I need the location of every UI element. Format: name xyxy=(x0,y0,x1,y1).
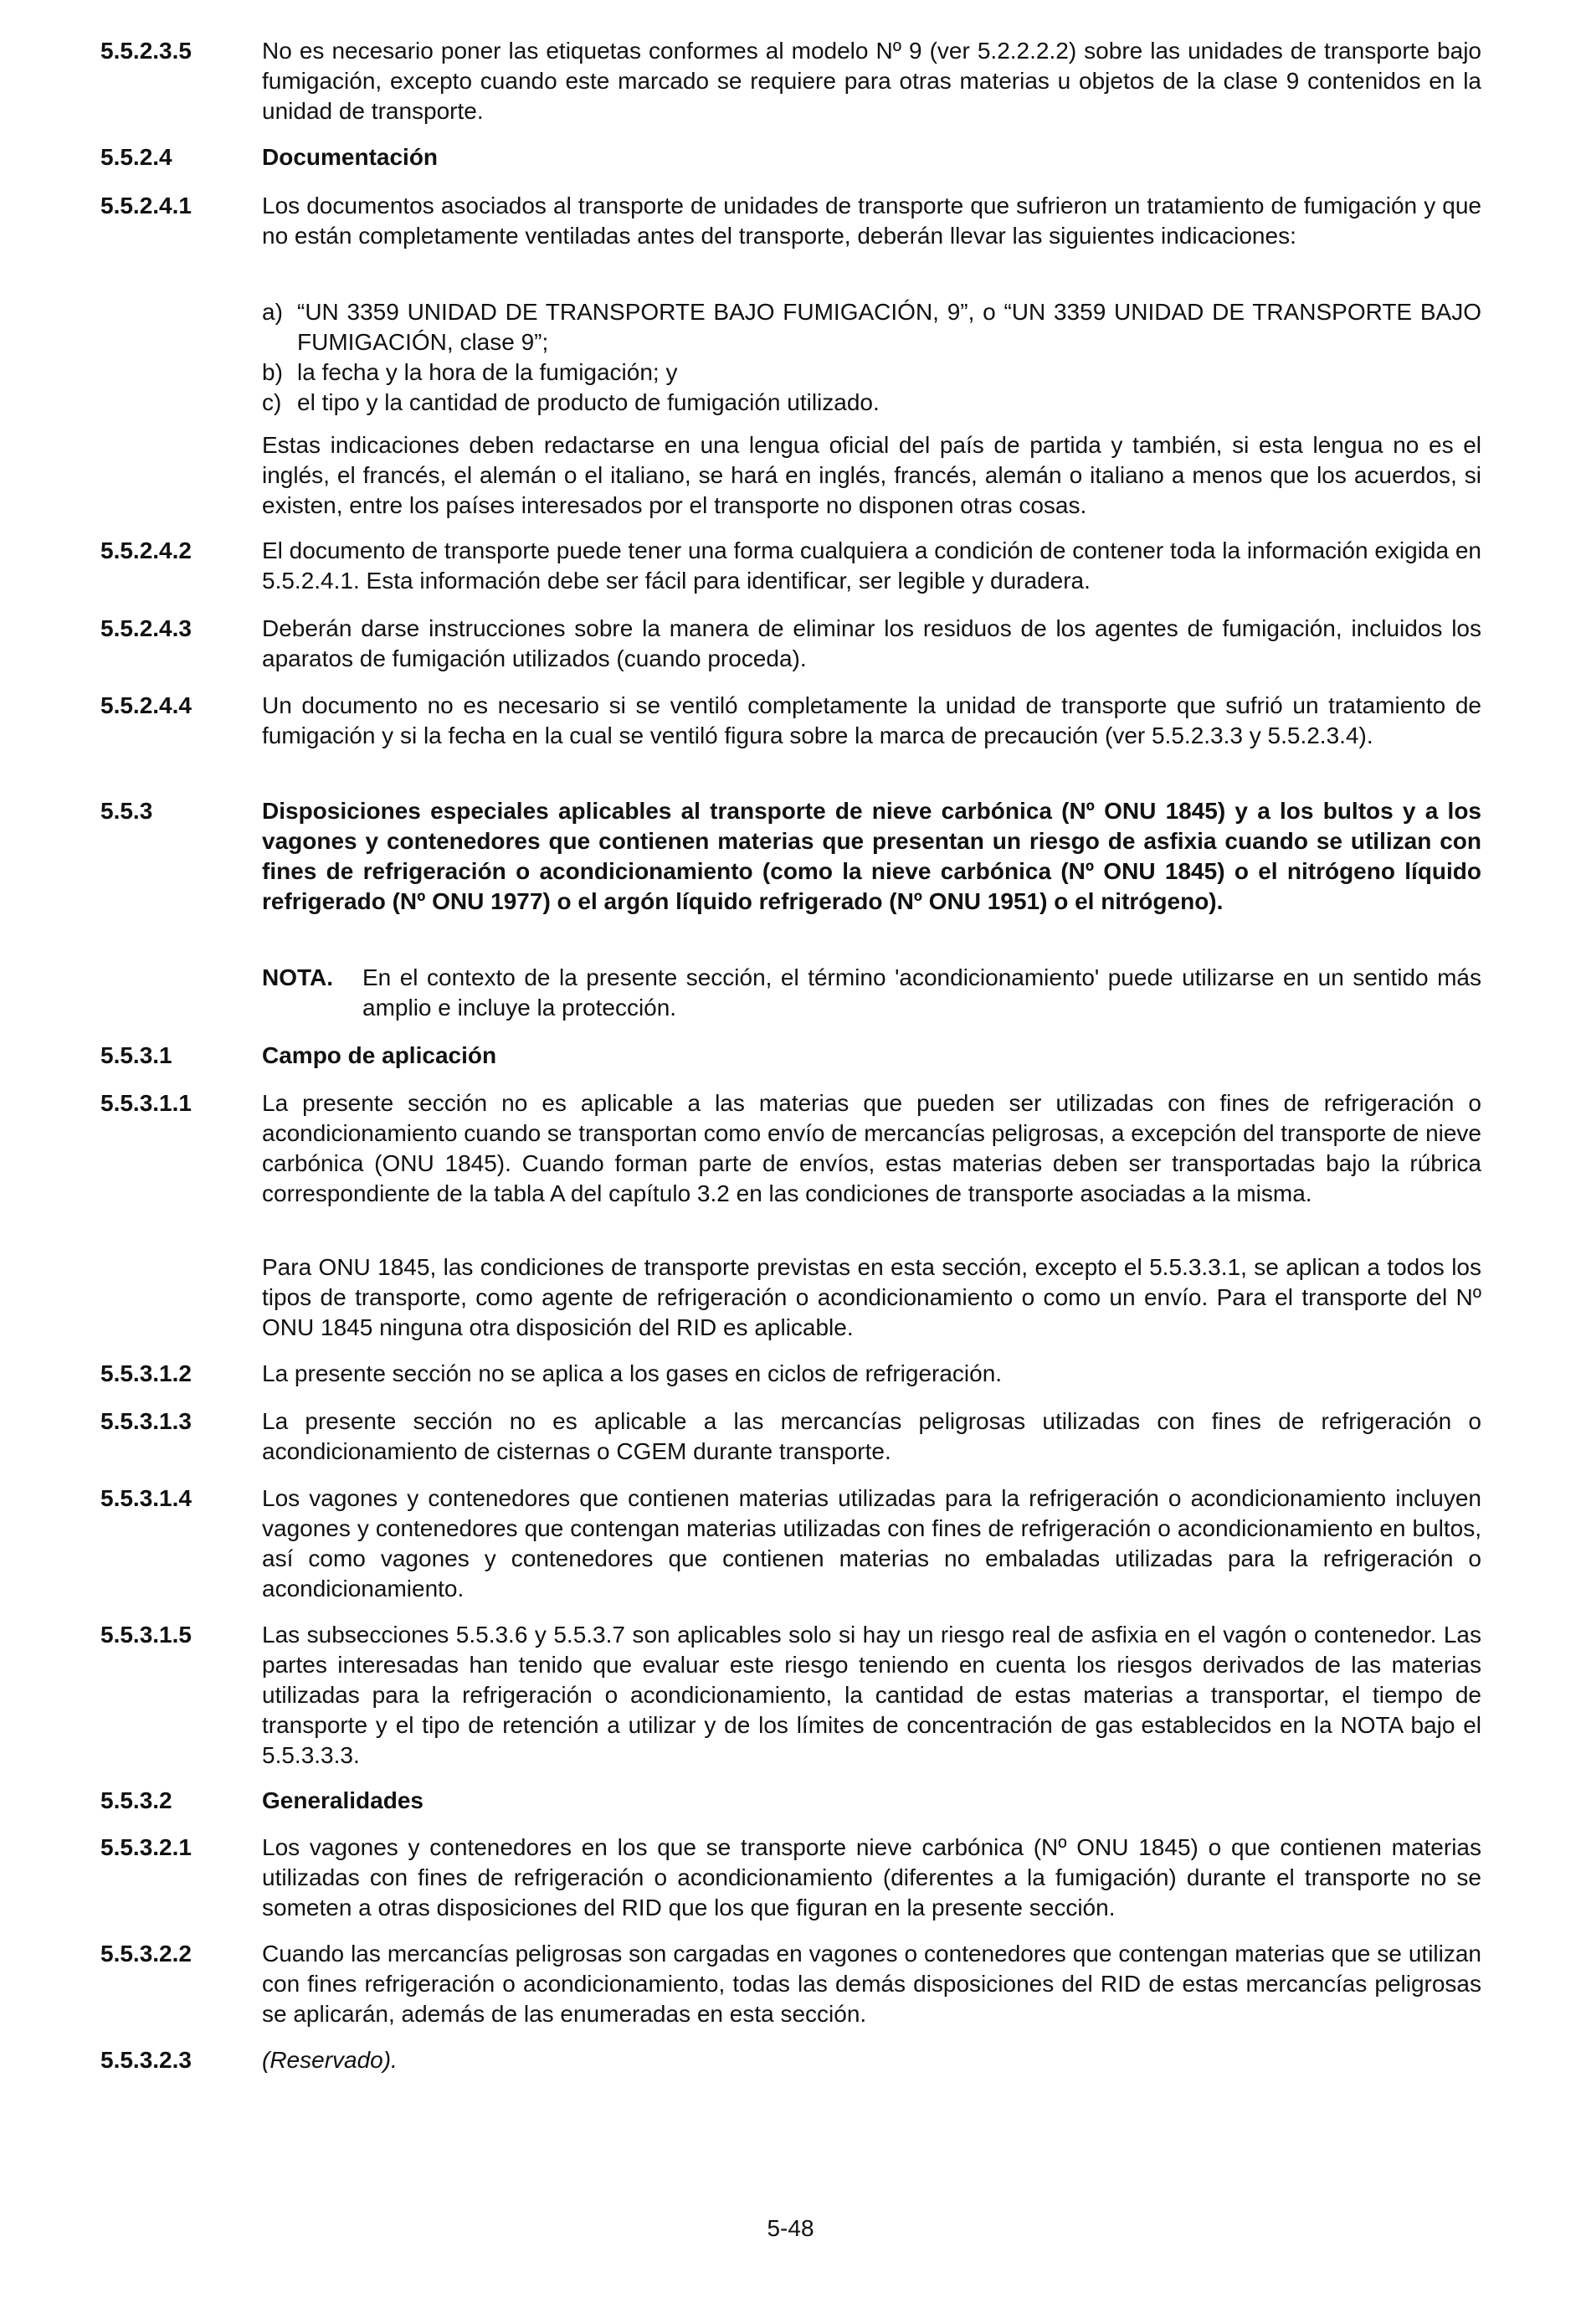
list-item xyxy=(262,357,1481,388)
section-text: La presente sección no es aplicable a las materias que pueden ser utilizadas con fines de refrigeración o acondicionamiento cuando se transportan como envío de mercancías peligrosas, a excepción del transporte de nieve carbónica (ONU 1845). Cuando forman parte de envíos, estas materias deben ser transportadas bajo la rúbrica correspondiente de la tabla A del capítulo 3.2 en las condiciones de transporte asociadas a la misma. xyxy=(262,1090,1481,1206)
list-marker: a) xyxy=(262,299,283,325)
section-text: La presente sección no se aplica a los gases en ciclos de refrigeración. xyxy=(262,1360,1003,1386)
section-paragraph: Para ONU 1845, las condiciones de transporte previstas en esta sección, excepto el 5.5.3.3.1, se aplican a todos los tipos de transporte, como agente de refrigeración o acondicionamiento o como un envío. Para el transporte del Nº ONU 1845 ninguna otra disposición del RID es aplicable. xyxy=(262,1254,1481,1340)
section-text: Cuando las mercancías peligrosas son cargadas en vagones o contenedores que contengan materias que se utilizan con fines refrigeración o acondicionamiento, todas las demás disposiciones del RID de estas mercancías peligrosas se aplicarán, además de las enumeradas en esta sección. xyxy=(262,1941,1481,2027)
section-number: 5.5.2.4.2 xyxy=(100,537,192,563)
section-text: Los vagones y contenedores que contienen materias utilizadas para la refrigeración o acondicionamiento incluyen vagones y contenedores que contengan materias utilizadas con fines de refrigeración o acondicionamiento en bultos, así como vagones y contenedores que contienen materias no embaladas utilizadas para la refrigeración o acondicionamiento. xyxy=(262,1485,1481,1602)
section-number: 5.5.3.1.1 xyxy=(100,1090,192,1116)
section-number: 5.5.3.2 xyxy=(100,1787,172,1813)
section-number: 5.5.2.4.3 xyxy=(100,615,192,641)
section-number: 5.5.3.1 xyxy=(100,1042,172,1068)
list-item xyxy=(262,297,1481,357)
indications-list xyxy=(262,297,1481,418)
section-text: Deberán darse instrucciones sobre la manera de eliminar los residuos de los agentes de fumigación, incluidos los aparatos de fumigación utilizados (cuando proceda). xyxy=(262,615,1481,671)
section-number: 5.5.3.1.5 xyxy=(100,1622,192,1648)
section-text: No es necesario poner las etiquetas conformes al modelo Nº 9 (ver 5.2.2.2.2) sobre las unidades de transporte bajo fumigación, excepto cuando este marcado se requiere para otras materias u objetos de la clase 9 contenidos en la unidad de transporte. xyxy=(262,38,1481,124)
section-number: 5.5.3.1.2 xyxy=(100,1360,192,1386)
section-heading: Documentación xyxy=(262,144,439,170)
section-number: 5.5.3.2.2 xyxy=(100,1941,192,1967)
section-number: 5.5.3.1.4 xyxy=(100,1485,192,1511)
list-item xyxy=(262,388,1481,418)
section-number: 5.5.3.2.1 xyxy=(100,1834,192,1860)
section-number: 5.5.3.1.3 xyxy=(100,1408,192,1434)
list-marker: b) xyxy=(262,359,283,385)
section-text: Los documentos asociados al transporte de unidades de transporte que sufrieron un tratamiento de fumigación y que no están completamente ventiladas antes del transporte, deberán llevar las siguientes indicaciones: xyxy=(262,193,1481,249)
section-number: 5.5.2.4.4 xyxy=(100,692,192,718)
note-text: En el contexto de la presente sección, el término 'acondicionamiento' puede utilizarse en un sentido más amplio e incluye la protección. xyxy=(362,964,1481,1021)
section-number: 5.5.2.3.5 xyxy=(100,38,192,64)
section-heading: Campo de aplicación xyxy=(262,1042,497,1068)
section-text: Un documento no es necesario si se ventiló completamente la unidad de transporte que sufrió un tratamiento de fumigación y si la fecha en la cual se ventiló figura sobre la marca de precaución (ver 5.5.2.3.3 y 5.5.2.3.4). xyxy=(262,692,1481,748)
list-marker: c) xyxy=(262,389,282,415)
note-label: NOTA. xyxy=(262,964,334,990)
list-item-text: la fecha y la hora de la fumigación; y xyxy=(297,359,678,385)
section-heading: Generalidades xyxy=(262,1787,423,1813)
section-heading: Disposiciones especiales aplicables al transporte de nieve carbónica (Nº ONU 1845) y a los bultos y a los vagones y contenedores que contienen materias que presentan un riesgo de asfixia cuando se utilizan con fines de refrigeración o acondicionamiento (como la nieve carbónica (Nº ONU 1845) o el nitrógeno líquido refrigerado (Nº ONU 1977) o el argón líquido refrigerado (Nº ONU 1951) o el nitrógeno). xyxy=(262,798,1481,914)
section-number: 5.5.2.4 xyxy=(100,144,172,170)
section-number: 5.5.3.2.3 xyxy=(100,2047,192,2073)
section-number: 5.5.2.4.1 xyxy=(100,193,192,219)
section-number: 5.5.3 xyxy=(100,798,153,824)
list-item-text: el tipo y la cantidad de producto de fumigación utilizado. xyxy=(297,389,880,415)
section-text: El documento de transporte puede tener una forma cualquiera a condición de contener toda la información exigida en 5.5.2.4.1. Esta información debe ser fácil para identificar, ser legible y duradera. xyxy=(262,537,1481,594)
page-number: 5-48 xyxy=(767,2215,814,2241)
list-item-text: “UN 3359 UNIDAD DE TRANSPORTE BAJO FUMIGACIÓN, 9”, o “UN 3359 UNIDAD DE TRANSPORTE BAJO FUMIGACIÓN, clase 9”; xyxy=(297,299,1481,355)
section-text: La presente sección no es aplicable a las mercancías peligrosas utilizadas con fines de refrigeración o acondicionamiento de cisternas o CGEM durante transporte. xyxy=(262,1408,1481,1464)
section-text: Las subsecciones 5.5.3.6 y 5.5.3.7 son aplicables solo si hay un riesgo real de asfixia en el vagón o contenedor. Las partes interesadas han tenido que evaluar este riesgo teniendo en cuenta los riesgos derivados de las materias utilizadas para la refrigeración o acondicionamiento, la cantidad de estas materias a transportar, el tiempo de transporte y el tipo de retención a utilizar y de los límites de concentración de gas establecidos en la NOTA bajo el 5.5.3.3.3. xyxy=(262,1622,1481,1768)
section-paragraph: Estas indicaciones deben redactarse en una lengua oficial del país de partida y también, si esta lengua no es el inglés, el francés, el alemán o el italiano, se hará en inglés, francés, alemán o italiano a menos que los acuerdos, si existen, entre los países interesados por el transporte no disponen otras cosas. xyxy=(262,432,1481,518)
section-text: Los vagones y contenedores en los que se transporte nieve carbónica (Nº ONU 1845) o que contienen materias utilizadas con fines de refrigeración o acondicionamiento (diferentes a la fumigación) durante el transporte no se someten a otras disposiciones del RID que los que figuran en la presente sección. xyxy=(262,1834,1481,1920)
section-text: (Reservado). xyxy=(262,2047,398,2073)
